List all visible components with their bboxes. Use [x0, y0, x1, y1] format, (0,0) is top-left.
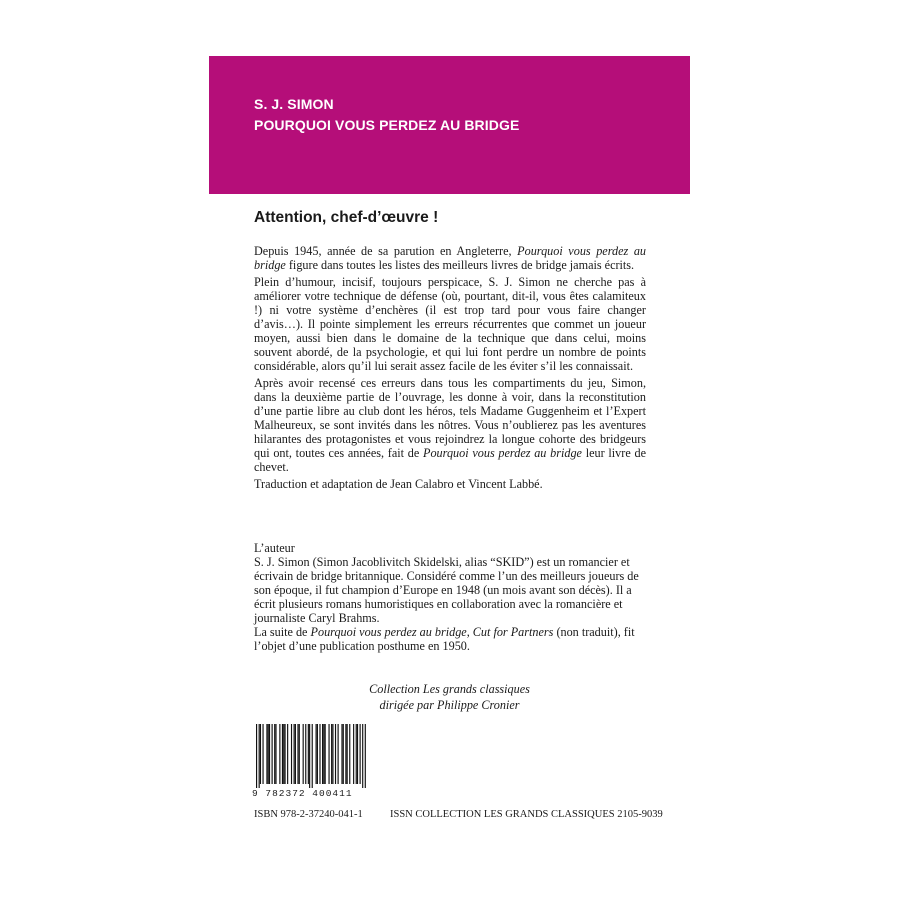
barcode-bar: [308, 724, 309, 784]
text-segment: Depuis 1945, année de sa parution en Angleterre,: [254, 244, 518, 258]
author-bio-text: [254, 555, 646, 653]
text-segment: figure dans toutes les listes des meilleurs livres de bridge jamais écrits.: [285, 258, 635, 272]
barcode-bar: [297, 724, 298, 784]
blurb-paragraph: [254, 477, 646, 491]
barcode-bar: [357, 724, 358, 784]
author-bio: [254, 541, 646, 656]
barcode-bar: [325, 724, 326, 784]
header-band: [209, 56, 690, 194]
text-segment: leur livre de chevet.: [254, 446, 646, 474]
text-segment: La suite de: [254, 625, 311, 639]
barcode-bar: [287, 724, 288, 784]
barcode-bar: [341, 724, 342, 784]
barcode-bar: [256, 724, 257, 788]
barcode-bar: [260, 724, 261, 784]
barcode-bar: [319, 724, 320, 784]
barcode-bar: [259, 724, 260, 788]
barcode-bar: [316, 724, 317, 784]
barcode-bar: [269, 724, 270, 784]
barcode-bar: [283, 724, 284, 784]
barcode-icon: [256, 724, 366, 788]
text-segment: Traduction et adaptation de Jean Calabro et Vincent Labbé.: [254, 477, 543, 491]
barcode-bar: [305, 724, 306, 784]
barcode-bar: [272, 724, 273, 784]
barcode-bar: [331, 724, 332, 784]
barcode-bar: [322, 724, 323, 784]
text-segment: Plein d’humour, incisif, toujours perspicace, S. J. Simon ne cherche pas à améliorer votre technique de défense (où, pourtant, dit-il, vous êtes calamiteux !) ni votre système d’enchères (il est trop tard pour vous faire changer d’avis…). Il pointe simplement les erreurs récurrentes que commet un joueur moyen, aussi bien dans le domaine de la technique que dans celui, moins souvent abordé, de la psychologie, et qui lui font perdre un nombre de points considérable, alors qu’il lui serait assez facile de les éviter s’il les connaissait.: [254, 275, 646, 373]
text-segment: (non traduit), fit l’objet d’une publication posthume en 1950.: [254, 625, 635, 653]
blurb-headline: Attention, chef-d’œuvre !: [254, 209, 439, 226]
barcode-bar: [266, 724, 267, 784]
barcode-bar: [345, 724, 346, 784]
barcode-bar: [299, 724, 300, 784]
book-author: S. J. SIMON: [254, 96, 334, 112]
barcode-bar: [335, 724, 336, 784]
italic-text: Cut for Partners: [472, 625, 554, 639]
barcode-digits: 9 782372 400411: [252, 788, 353, 799]
barcode-bar: [309, 724, 310, 788]
barcode-bar: [356, 724, 357, 784]
barcode-bar: [291, 724, 292, 784]
barcode-bar: [360, 724, 361, 784]
barcode-bar: [349, 724, 350, 784]
barcode-bar: [323, 724, 324, 784]
italic-text: Pourquoi vous perdez au bridge: [423, 446, 582, 460]
text-segment: ,: [466, 625, 473, 639]
barcode-bar: [279, 724, 280, 784]
barcode-bar: [347, 724, 348, 784]
author-bio-heading: L’auteur: [254, 541, 295, 555]
back-cover-blurb: [254, 208, 646, 494]
barcode-bar: [338, 724, 339, 784]
text-segment: S. J. Simon (Simon Jacoblivitch Skidelski, alias “SKID”) est un romancier et écrivain de bridge britannique. Considéré comme l’un des meilleurs joueurs de son époque, il fut champion d’Europe en 1948 (un mois avant son décès). Il a écrit plusieurs romans humoristiques en collaboration avec la romancière et journaliste Caryl Brahms.: [254, 555, 639, 625]
barcode-bar: [303, 724, 304, 784]
barcode-bar: [282, 724, 283, 784]
collection-info: [209, 681, 690, 713]
collection-name: Collection Les grands classiques: [369, 682, 530, 696]
barcode-bar: [353, 724, 354, 784]
blurb-paragraphs: [254, 244, 646, 491]
barcode-bar: [362, 724, 363, 788]
barcode-bar: [262, 724, 263, 784]
book-title: POURQUOI VOUS PERDEZ AU BRIDGE: [254, 117, 520, 133]
barcode-bar: [312, 724, 313, 788]
issn-number: ISSN COLLECTION LES GRANDS CLASSIQUES 2105-9039: [390, 809, 663, 820]
italic-text: Pourquoi vous perdez au bridge: [254, 244, 647, 272]
barcode-bar: [284, 724, 285, 784]
barcode-bar: [332, 724, 333, 784]
barcode-bar: [275, 724, 276, 784]
blurb-paragraph: [254, 244, 646, 272]
barcode-bar: [294, 724, 295, 784]
italic-text: Pourquoi vous perdez au bridge: [310, 625, 467, 639]
blurb-paragraph: [254, 376, 646, 474]
text-segment: Après avoir recensé ces erreurs dans tous les compartiments du jeu, Simon, dans la deuxième partie de l’ouvrage, les donne à voir, dans la reconstitution d’une partie libre au club dont les héros, tels Madame Guggenheim et l’Expert Malheureux, se sont invités dans les nôtres. Vous n’oublierez pas les aventures hilarantes des protagonistes et vous rejoindrez la longue cohorte des bridgeurs qui ont, toutes ces années, fait de: [254, 376, 646, 460]
isbn-number: ISBN 978-2-37240-041-1: [254, 809, 363, 820]
barcode-bar: [268, 724, 269, 784]
barcode-bar: [274, 724, 275, 784]
collection-director: dirigée par Philippe Cronier: [379, 698, 520, 712]
barcode-bar: [328, 724, 329, 784]
barcode-bar: [295, 724, 296, 784]
barcode-bar: [343, 724, 344, 784]
barcode-bar: [365, 724, 366, 788]
barcode-bar: [317, 724, 318, 784]
blurb-paragraph: [254, 275, 646, 373]
